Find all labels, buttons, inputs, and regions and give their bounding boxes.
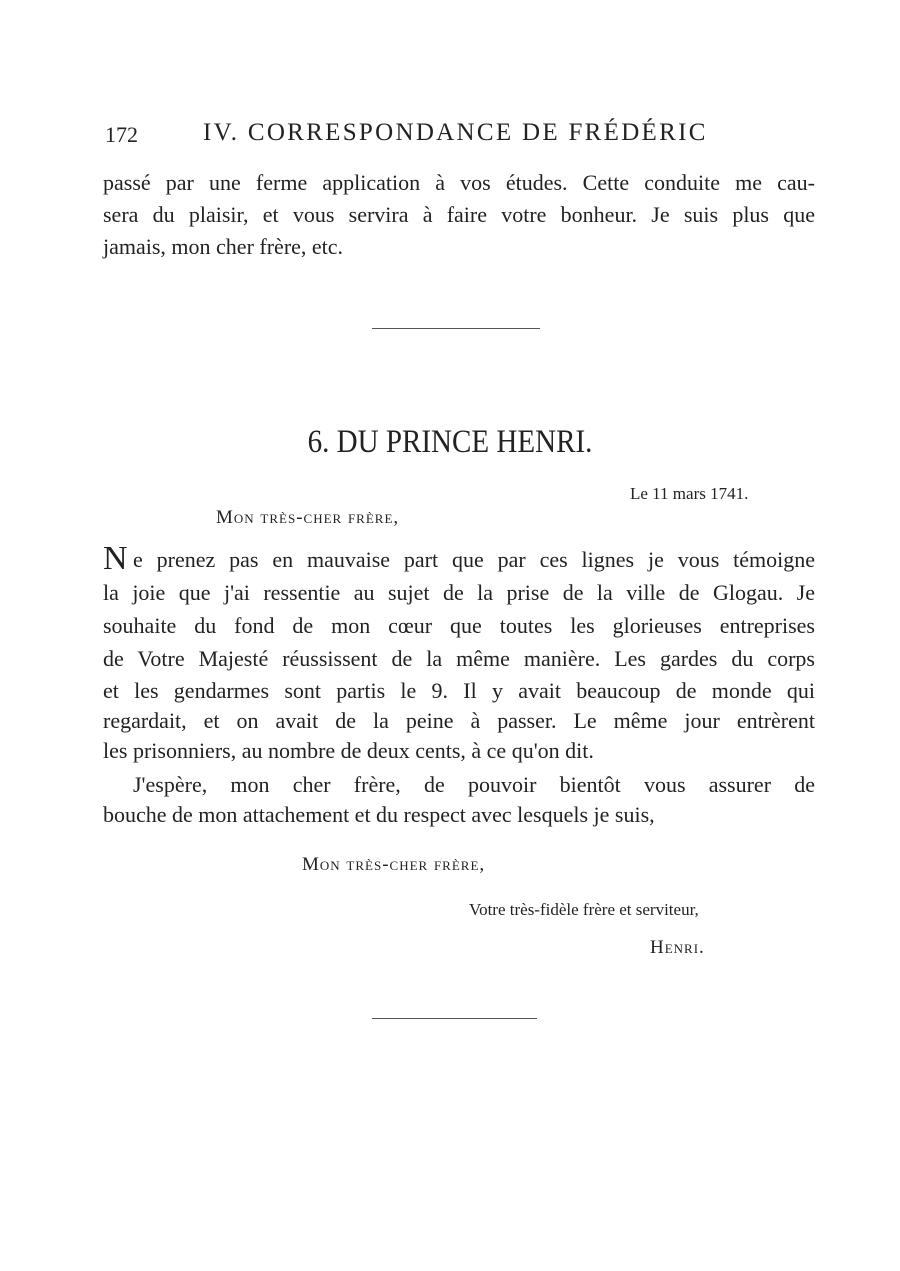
text-line: passé par une ferme application à vos études. Cette conduite me cau- [103, 170, 815, 195]
text-line: jamais, mon cher frère, etc. [103, 234, 344, 259]
text-line: et les gendarmes sont partis le 9. Il y avait beaucoup de monde qui [103, 678, 815, 703]
running-title: IV. CORRESPONDANCE DE FRÉDÉRIC [203, 119, 708, 146]
section-divider [372, 328, 540, 329]
text-line: e prenez pas en mauvaise part que par ces lignes je vous témoigne [133, 547, 815, 572]
section-divider [372, 1018, 537, 1019]
text-line: regardait, et on avait de la peine à passer. Le même jour entrèrent [103, 708, 815, 733]
text-line: J'espère, mon cher frère, de pouvoir bientôt vous assurer de [133, 772, 815, 797]
text-line: bouche de mon attachement et du respect avec lesquels je suis, [103, 802, 655, 827]
letter-heading: 6. DU PRINCE HENRI. [307, 424, 593, 460]
text-line: sera du plaisir, et vous servira à faire votre bonheur. Je suis plus que [103, 202, 815, 227]
salutation: Mon très-cher frère, [216, 507, 400, 528]
text-line: de Votre Majesté réussissent de la même manière. Les gardes du corps [103, 646, 815, 671]
closing-salutation: Mon très-cher frère, [302, 854, 486, 875]
text-line: la joie que j'ai ressentie au sujet de la prise de la ville de Glogau. Je [103, 580, 815, 605]
signature: Henri. [650, 937, 705, 958]
drop-initial: N [103, 540, 128, 577]
text-line: souhaite du fond de mon cœur que toutes les glorieuses entreprises [103, 613, 815, 638]
text-line: les prisonniers, au nombre de deux cents, à ce qu'on dit. [103, 738, 594, 763]
letter-date: Le 11 mars 1741. [630, 484, 749, 503]
page-number: 172 [105, 122, 138, 147]
signature-line: Votre très-fidèle frère et serviteur, [469, 900, 699, 919]
